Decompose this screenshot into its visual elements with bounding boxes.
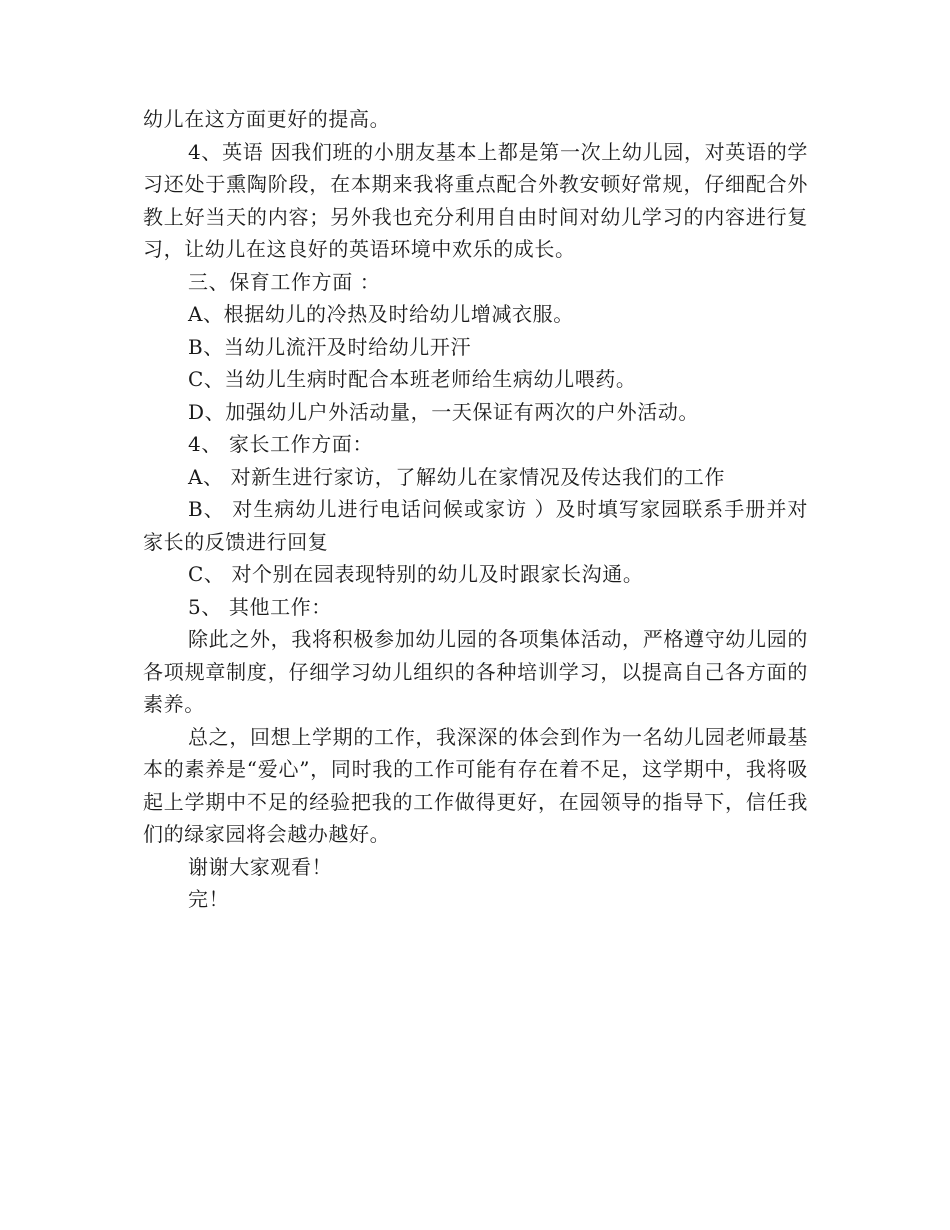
list-item-parent-a: A、 对新生进行家访，了解幼儿在家情况及传达我们的工作 [188,464,726,489]
list-item-parent-b: B、 对生病幼儿进行电话问候或家访 ）及时填写家园联系手册并对家长的反馈进行回复 [143,497,808,554]
list-item-childcare-a: A、根据幼儿的冷热及时给幼儿增减衣服。 [188,302,574,326]
list-item-parent-c: C、 对个别在园表现特别的幼儿及时跟家长沟通。 [188,562,644,586]
paragraph-other-work: 除此之外，我将积极参加幼儿园的各项集体活动，严格遵守幼儿园的各项规章制度，仔细学习幼儿组织的各种培训学习，以提高自己各方面的素养。 [143,627,808,716]
heading-childcare-work: 三、保育工作方面 ： [188,269,381,294]
paragraph-continuation: 幼儿在这方面更好的提高。 [143,107,391,131]
paragraph-thanks: 谢谢大家观看！ [188,854,333,879]
document-body [143,103,808,916]
paragraph-end: 完！ [188,887,230,911]
paragraph-summary: 总之，回想上学期的工作，我深深的体会到作为一名幼儿园老师最基本的素养是“爱心”，同时我的工作可能有存在着不足，这学期中，我将吸起上学期中不足的经验把我的工作做得更好，在园领导的指导下，信任我们的绿家园将会越办越好。 [143,724,808,846]
list-item-childcare-d: D、加强幼儿户外活动量，一天保证有两次的户外活动。 [188,399,700,424]
paragraph-english: 4、英语 因我们班的小朋友基本上都是第一次上幼儿园，对英语的学习还处于熏陶阶段，在本期来我将重点配合外教安顿好常规，仔细配合外教上好当天的内容；另外我也充分利用自由时间对幼儿学习的内容进行复习，让幼儿在这良好的英语环境中欢乐的成长。 [143,139,808,261]
list-item-childcare-b: B、当幼儿流汗及时给幼儿开汗 [188,334,472,359]
heading-parent-work: 4、 家长工作方面： [188,432,374,456]
list-item-childcare-c: C、当幼儿生病时配合本班老师给生病幼儿喂药。 [188,367,637,391]
heading-other-work: 5、 其他工作： [188,594,332,619]
